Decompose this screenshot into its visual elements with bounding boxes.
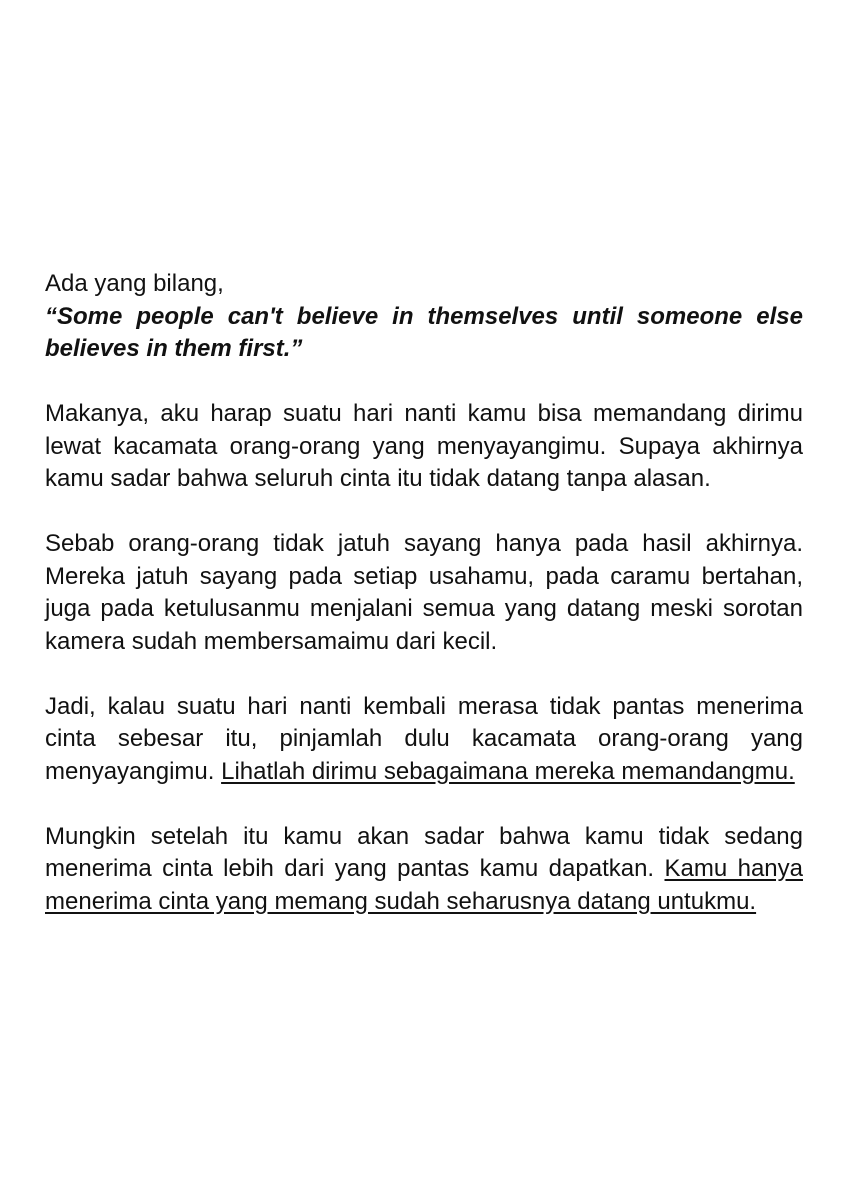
paragraph-3 [45,691,803,789]
quote: “Some people can't believe in themselves until someone else believes in them first.” [45,302,803,362]
paragraph-3-text: Jadi, kalau suatu hari nanti kembali merasa tidak pantas menerima cinta sebesar itu, pinjamlah dulu kacamata orang-orang yang menyayangimu. [45,692,803,785]
paragraph-1: Makanya, aku harap suatu hari nanti kamu bisa memandang dirimu lewat kacamata orang-orang yang menyayangimu. Supaya akhirnya kamu sadar bahwa seluruh cinta itu tidak datang tanpa alasan. [45,400,803,492]
paragraph-4 [45,821,803,919]
intro-line: Ada yang bilang, [45,270,224,297]
paragraph-3-underlined: Lihatlah dirimu sebagaimana mereka memandangmu. [221,757,795,785]
paragraph-4-text: Mungkin setelah itu kamu akan sadar bahwa kamu tidak sedang menerima cinta lebih dari yang pantas kamu dapatkan. [45,822,803,882]
paragraph-4-underlined: Kamu hanya menerima cinta yang memang sudah seharusnya datang untukmu. [45,855,803,915]
paragraph-2: Sebab orang-orang tidak jatuh sayang hanya pada hasil akhirnya. Mereka jatuh sayang pada setiap usahamu, pada caramu bertahan, juga pada ketulusanmu menjalani semua yang datang meski sorotan kamera sudah membersamaimu dari kecil. [45,530,803,655]
document-body [45,268,803,918]
